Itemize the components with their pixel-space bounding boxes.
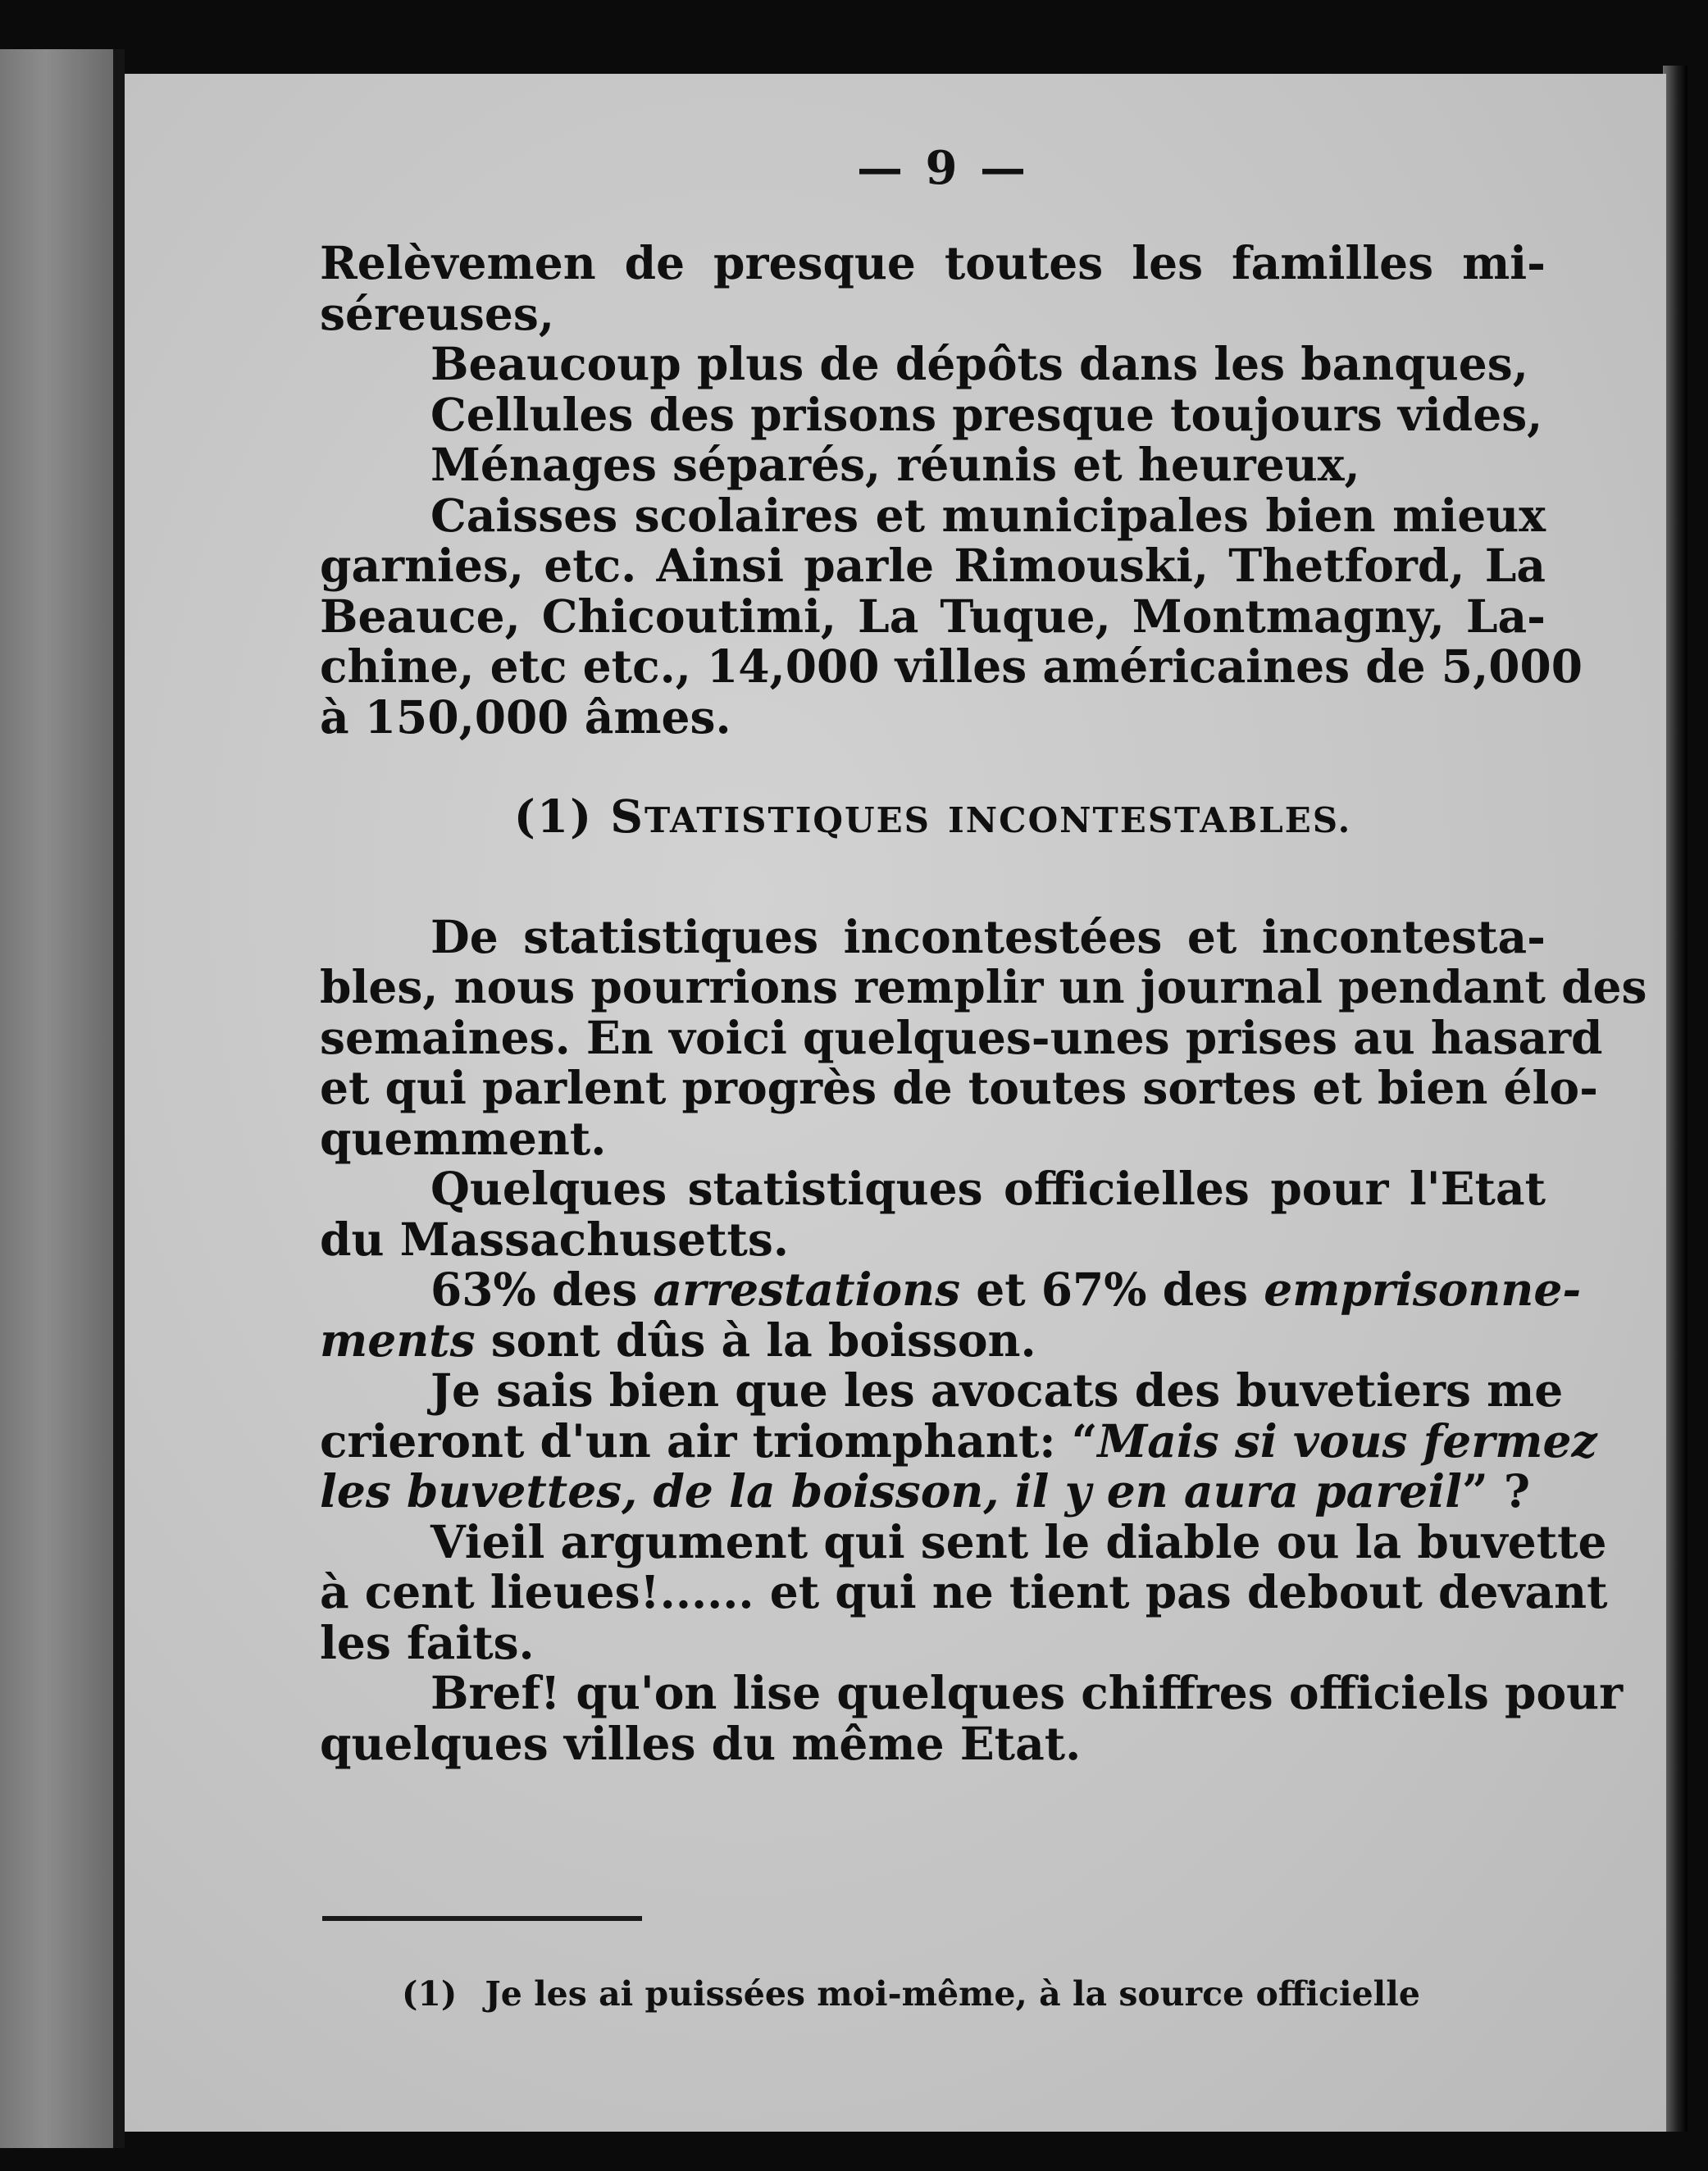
- text-run: et 67% des: [960, 1263, 1264, 1316]
- heading-word-2: INCONTESTABLES.: [948, 800, 1352, 840]
- page-body: [320, 236, 1647, 1770]
- text-line: [320, 1413, 1597, 1468]
- heading-word-1: TATISTIQUES: [644, 800, 931, 840]
- italic-run: arrestations: [653, 1263, 961, 1316]
- text-line: quelques villes du même Etat.: [320, 1716, 1082, 1770]
- heading-initial: S: [610, 790, 645, 843]
- text-line: du Massachusetts.: [320, 1212, 790, 1266]
- text-line: séreuses,: [320, 286, 554, 340]
- section-heading: [320, 791, 1546, 846]
- italic-run: ments: [320, 1313, 476, 1367]
- text-line: Bref! qu'on lise quelques chiffres officiels pour: [430, 1666, 1624, 1719]
- text-line: Beaucoup plus de dépôts dans les banques,: [430, 337, 1528, 390]
- text-line: Je sais bien que les avocats des buvetiers me: [430, 1363, 1564, 1417]
- text-line: Ménages séparés, réunis et heureux,: [430, 438, 1360, 491]
- text-line: Quelques statistiques officielles pour l'Etat: [430, 1162, 1546, 1215]
- italic-run: emprisonne-: [1264, 1263, 1582, 1316]
- text-line: quemment.: [320, 1111, 607, 1165]
- text-line: Caisses scolaires et municipales bien mieux: [430, 488, 1546, 542]
- text-line: les faits.: [320, 1615, 535, 1669]
- heading-number: (1): [513, 790, 594, 843]
- footnote: [402, 1974, 1468, 2014]
- page-gutter: [113, 49, 125, 2148]
- italic-run: Mais si vous fermez: [1097, 1413, 1597, 1468]
- text-run: sont dûs à la boisson.: [475, 1313, 1036, 1367]
- text-line: Relèvemen de presque toutes les familles mi-: [320, 236, 1546, 289]
- footnote-text: Je les ai puissées moi-même, à la source officielle: [485, 1974, 1420, 2014]
- text-line: à cent lieues!...... et qui ne tient pas debout devant: [320, 1565, 1608, 1618]
- text-line: De statistiques incontestées et incontesta-: [430, 909, 1546, 963]
- text-run: 63% des: [430, 1263, 654, 1316]
- text-line: chine, etc etc., 14,000 villes américaines de 5,000: [320, 639, 1583, 693]
- text-line: [320, 1315, 1546, 1366]
- footnote-mark: (1): [402, 1974, 458, 2014]
- text-run: crieront d'un air triomphant: “: [320, 1413, 1098, 1468]
- text-line: [320, 1263, 1582, 1316]
- text-line: Vieil argument qui sent le diable ou la buvette: [430, 1514, 1607, 1568]
- text-line: et qui parlent progrès de toutes sortes et bien élo-: [320, 1061, 1598, 1114]
- text-line: [320, 1466, 1546, 1517]
- adjacent-page-margin: [0, 49, 113, 2148]
- footnote-divider: [322, 1916, 642, 1921]
- text-line: Cellules des prisons presque toujours vides,: [430, 387, 1543, 441]
- text-line: bles, nous pourrions remplir un journal pendant des: [320, 960, 1647, 1013]
- text-run: ” ?: [1462, 1464, 1531, 1518]
- page-number: — 9 —: [857, 141, 1029, 195]
- text-line: semaines. En voici quelques-unes prises au hasard: [320, 1010, 1603, 1064]
- italic-run: les buvettes, de la boisson, il y en aura pareil: [320, 1464, 1463, 1518]
- text-line: garnies, etc. Ainsi parle Rimouski, Thetford, La: [320, 539, 1546, 592]
- text-line: à 150,000 âmes.: [320, 690, 731, 744]
- text-line: Beauce, Chicoutimi, La Tuque, Montmagny, La-: [320, 589, 1546, 643]
- page-right-edge: [1663, 66, 1688, 2132]
